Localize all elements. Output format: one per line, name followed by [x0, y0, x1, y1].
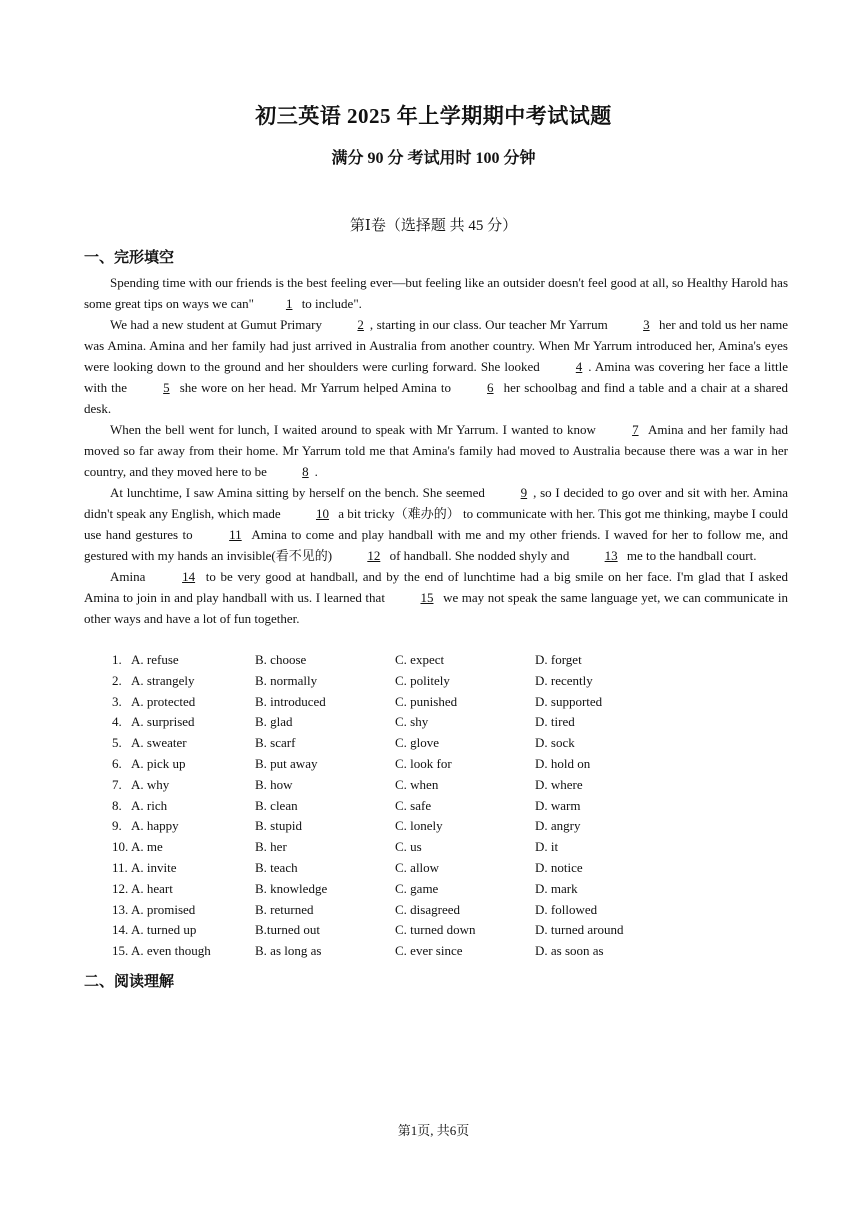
option-b: B. teach [255, 860, 298, 875]
cloze-blank: 7 [632, 422, 639, 437]
option-c: C. lonely [395, 818, 443, 834]
question-number: 8. [112, 797, 122, 813]
option-a: A. why [131, 776, 170, 792]
passage-paragraph [84, 566, 788, 629]
option-row [0, 714, 867, 734]
passage-text: . [314, 464, 318, 479]
option-row [0, 943, 867, 963]
question-number: 6. [112, 756, 122, 771]
question-number: 12. [112, 880, 129, 896]
option-a: A. even though [131, 943, 211, 959]
option-b: B. her [255, 839, 287, 855]
cloze-blank: 2 [357, 317, 364, 332]
option-a: A. heart [131, 880, 173, 896]
cloze-blank: 1 [285, 296, 293, 311]
option-b: B. normally [255, 672, 318, 688]
question-number: 11. [112, 860, 128, 875]
option-d: D. hold on [535, 756, 591, 771]
cloze-blank: 9 [520, 485, 528, 500]
option-d: D. as soon as [535, 943, 604, 959]
question-number: 10. [112, 839, 129, 855]
question-number: 4. [112, 714, 122, 730]
option-row [0, 735, 867, 755]
section-heading-reading: 二、阅读理解 [84, 974, 175, 990]
option-c: C. game [395, 880, 439, 896]
option-d: D. recently [535, 672, 593, 688]
option-d: D. notice [535, 860, 583, 875]
page-footer: 第1页, 共6页 [397, 1123, 470, 1138]
cloze-blank: 6 [487, 380, 494, 395]
passage-paragraph [84, 419, 788, 482]
section-heading-cloze: 一、完形填空 [84, 250, 175, 266]
exam-subtitle: 满分 90 分 考试用时 100 分钟 [331, 150, 536, 167]
option-b: B. scarf [255, 735, 296, 751]
passage-text: Spending time with our friends is the best feeling ever—but feeling like an outsider doesn't feel good at all, so Healthy Harold has some great tips on ways we can" [84, 275, 788, 311]
option-b: B. choose [255, 652, 307, 667]
option-d: D. forget [535, 652, 582, 667]
option-a: A. refuse [131, 652, 179, 667]
passage-text: . Amina was covering her face a little with the [84, 359, 788, 395]
passage-text: , starting in our class. Our teacher Mr Yarrum [369, 317, 612, 332]
passage-text: Amina and her family had moved so far away from their home. Mr Yarrum told me that Amina's family had moved to Australia because there was a war in her country, and they moved here to be [84, 422, 789, 479]
option-b: B. returned [255, 901, 314, 917]
option-b: B.turned out [255, 922, 320, 938]
passage-text: Amina to come and play handball with me and my other friends. I waved for her to follow me, and gestured with my hands an invisible(看不见的) [84, 527, 789, 563]
option-d: D. warm [535, 797, 581, 813]
option-row [0, 860, 867, 880]
option-d: D. where [535, 776, 583, 792]
option-c: C. punished [395, 693, 458, 709]
option-a: A. rich [131, 797, 168, 813]
option-c: C. expect [395, 652, 445, 667]
question-number: 15. [112, 943, 129, 959]
option-b: B. how [255, 776, 293, 792]
option-c: C. look for [395, 756, 452, 771]
option-row [0, 798, 867, 818]
option-a: A. me [131, 839, 163, 855]
option-d: D. supported [535, 693, 603, 709]
passage-text: to be very good at handball, and by the end of lunchtime had a big smile on her face. I'm glad that I asked Amina to join in and play handball with us. I learned that [84, 569, 788, 605]
option-a: A. sweater [131, 735, 187, 751]
option-d: D. followed [535, 901, 598, 917]
question-number: 9. [112, 818, 122, 834]
cloze-passage [84, 272, 788, 629]
option-c: C. glove [395, 735, 440, 751]
option-a: A. strangely [131, 672, 195, 688]
option-d: D. tired [535, 714, 575, 730]
passage-text: a bit tricky（难办的） to communicate with her. This got me thinking, maybe I could use hand gestures to [84, 506, 788, 542]
option-c: C. ever since [395, 943, 463, 959]
cloze-blank: 8 [302, 464, 309, 479]
option-c: C. allow [395, 860, 440, 875]
option-row [0, 777, 867, 797]
question-number: 1. [112, 652, 122, 667]
cloze-blank: 15 [420, 590, 434, 605]
option-a: A. promised [131, 901, 196, 917]
cloze-blank: 5 [163, 380, 170, 395]
cloze-blank: 11 [229, 527, 242, 542]
option-d: D. mark [535, 880, 578, 896]
option-row [0, 922, 867, 942]
passage-text: her and told us her name was Amina. Amina and her family had just arrived in Australia from another country. When Mr Yarrum introduced her, Amina's eyes were looking down to the ground and her shoulders were curling forward. She looked [84, 317, 788, 374]
question-number: 3. [112, 693, 122, 709]
option-d: D. sock [535, 735, 575, 751]
option-b: B. as long as [255, 943, 322, 959]
exam-title: 初三英语 2025 年上学期期中考试试题 [255, 104, 612, 128]
option-a: A. surprised [131, 714, 195, 730]
option-row [0, 902, 867, 922]
option-a: A. invite [131, 860, 177, 875]
option-c: C. politely [395, 672, 450, 688]
option-row [0, 673, 867, 693]
passage-text: of handball. She nodded shyly and [386, 548, 573, 563]
passage-text: her schoolbag and find a table and a chair at a shared desk. [84, 380, 789, 416]
option-c: C. us [395, 839, 422, 855]
option-b: B. glad [255, 714, 293, 730]
option-c: C. shy [395, 714, 429, 730]
question-number: 14. [112, 922, 129, 938]
option-d: D. it [535, 839, 559, 855]
passage-text: to include". [298, 296, 362, 311]
option-a: A. pick up [131, 756, 186, 771]
option-b: B. put away [255, 756, 318, 771]
option-a: A. happy [131, 818, 179, 834]
option-row [0, 756, 867, 776]
volume-heading: 第Ⅰ卷（选择题 共 45 分） [349, 218, 518, 234]
question-number: 5. [112, 735, 122, 751]
passage-paragraph [84, 482, 788, 566]
option-row [0, 652, 867, 672]
passage-text: she wore on her head. Mr Yarrum helped Amina to [175, 380, 456, 395]
question-number: 2. [112, 672, 122, 688]
passage-text: me to the handball court. [623, 548, 757, 563]
cloze-blank: 14 [182, 569, 196, 584]
option-b: B. introduced [255, 693, 326, 709]
option-c: C. when [395, 776, 439, 792]
option-c: C. turned down [395, 922, 476, 938]
cloze-blank: 3 [643, 317, 650, 332]
cloze-blank: 4 [575, 359, 583, 374]
option-c: C. disagreed [395, 901, 460, 917]
passage-text: , so I decided to go over and sit with her. Amina didn't speak any English, which made [84, 485, 788, 521]
option-b: B. clean [255, 797, 298, 813]
question-number: 13. [112, 901, 129, 917]
cloze-blank: 12 [367, 548, 381, 563]
option-b: B. knowledge [255, 880, 328, 896]
cloze-blank: 10 [315, 506, 329, 521]
option-row [0, 839, 867, 859]
passage-text: We had a new student at Gumut Primary [110, 317, 326, 332]
question-number: 7. [112, 776, 122, 792]
option-d: D. turned around [535, 922, 624, 938]
option-a: A. protected [131, 693, 196, 709]
option-d: D. angry [535, 818, 581, 834]
option-a: A. turned up [131, 922, 197, 938]
passage-text: we may not speak the same language yet, we can communicate in other ways and have a lot of fun together. [84, 590, 788, 626]
cloze-blank: 13 [604, 548, 618, 563]
option-c: C. safe [395, 797, 432, 813]
passage-text: When the bell went for lunch, I waited around to speak with Mr Yarrum. I wanted to know [110, 422, 601, 437]
passage-paragraph [84, 314, 788, 419]
passage-text: Amina [110, 569, 151, 584]
passage-paragraph [84, 272, 788, 314]
passage-text: At lunchtime, I saw Amina sitting by herself on the bench. She seemed [110, 485, 489, 500]
option-row [0, 818, 867, 838]
option-row [0, 694, 867, 714]
option-row [0, 881, 867, 901]
option-b: B. stupid [255, 818, 302, 834]
